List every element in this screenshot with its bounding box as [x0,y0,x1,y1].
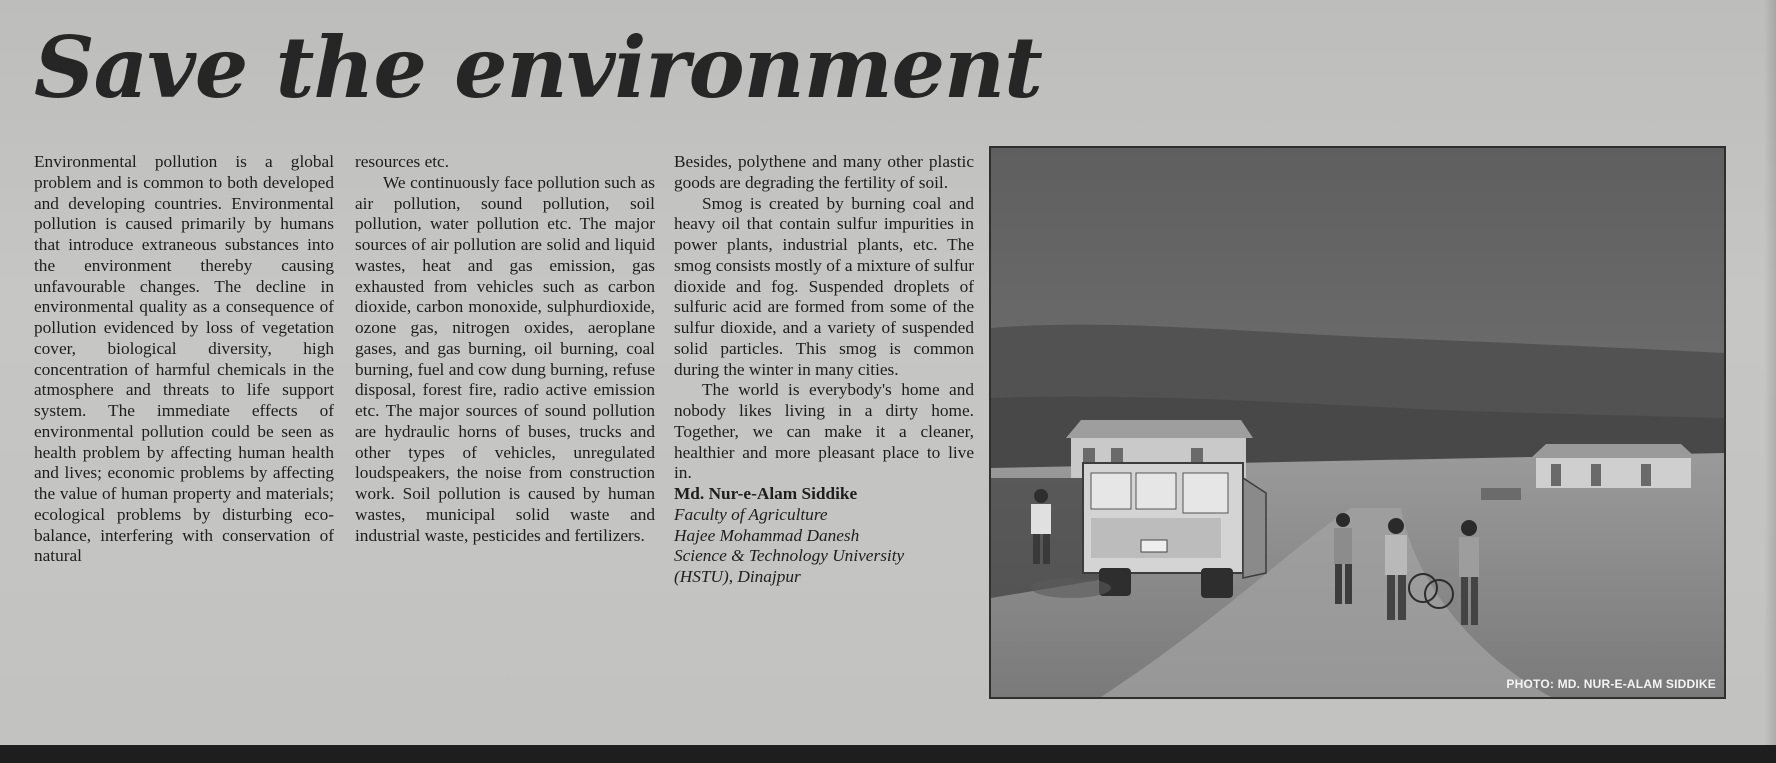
photo-scene [991,148,1724,697]
byline-affiliation-line: Hajee Mohammad Danesh [674,525,860,545]
article-column-3 [674,152,974,588]
byline-affiliation-line: Faculty of Agriculture [674,504,828,524]
byline-affiliation-line: Science & Technology University [674,546,905,566]
article-column-1 [34,152,334,567]
article-paragraph: The world is everybody's home and nobody likes living in a dirty home. Together, we can make it a cleaner, healthier and more pleasant place to live in. [674,380,974,483]
article-headline: Save the environment [34,18,1042,117]
article-paragraph: Environmental pollution is a global problem and is common to both developed and developing countries. Environmental pollution is caused primarily by humans that introduce extraneous substances into the environment thereby causing unfavourable changes. The decline in environmental quality as a consequence of pollution evidenced by loss of vegetation cover, biological diversity, high concentration of harmful chemicals in the atmosphere and threats to life support system. The immediate effects of environmental pollution could be seen as health problem by affecting human health and lives; economic problems by affecting the value of human property and materials; ecological problems by disturbing eco-balance, interfering with conservation of natural [34,152,334,566]
photo-building-roof-right [1531,444,1696,458]
article-column-2 [355,152,655,546]
bottom-dark-strip [0,745,1776,763]
page-edge-shadow [1764,0,1776,745]
article-paragraph: resources etc. [355,152,450,171]
byline-author: Md. Nur-e-Alam Siddike [674,484,858,503]
byline-affiliation-line: (HSTU), Dinajpur [674,567,801,586]
article-paragraph: Smog is created by burning coal and heavy oil that contain sulfur impurities in power plants, industrial plants, etc. The smog consists mostly of a mixture of sulfur dioxide and fog. Suspended droplets of sulfuric acid are formed from some of the sulfur dioxide, and a variety of suspended solid particles. This smog is common during the winter in many cities. [674,193,975,379]
article-paragraph: We continuously face pollution such as air pollution, sound pollution, soil pollution, water pollution etc. The major sources of air pollution are solid and liquid wastes, heat and gas emission, gas exhausted from vehicles such as carbon dioxide, carbon monoxide, sulphurdioxide, ozone gas, nitrogen oxides, aeroplane gases, and gas burning, oil burning, coal burning, fuel and cow dung burning, refuse disposal, forest fire, radio active emission etc. The major sources of sound pollution are hydraulic horns of buses, trucks and other types of vehicles, unregulated loudspeakers, the noise from construction work. Soil pollution is caused by human wastes, municipal solid waste and industrial waste, pesticides and fertilizers. [355,172,655,545]
article-paragraph: Besides, polythene and many other plastic goods are degrading the fertility of soil. [674,152,974,192]
article-photo [989,146,1726,699]
photo-credit: PHOTO: MD. NUR-E-ALAM SIDDIKE [1506,677,1716,691]
photo-building-roof-left [1066,420,1253,438]
